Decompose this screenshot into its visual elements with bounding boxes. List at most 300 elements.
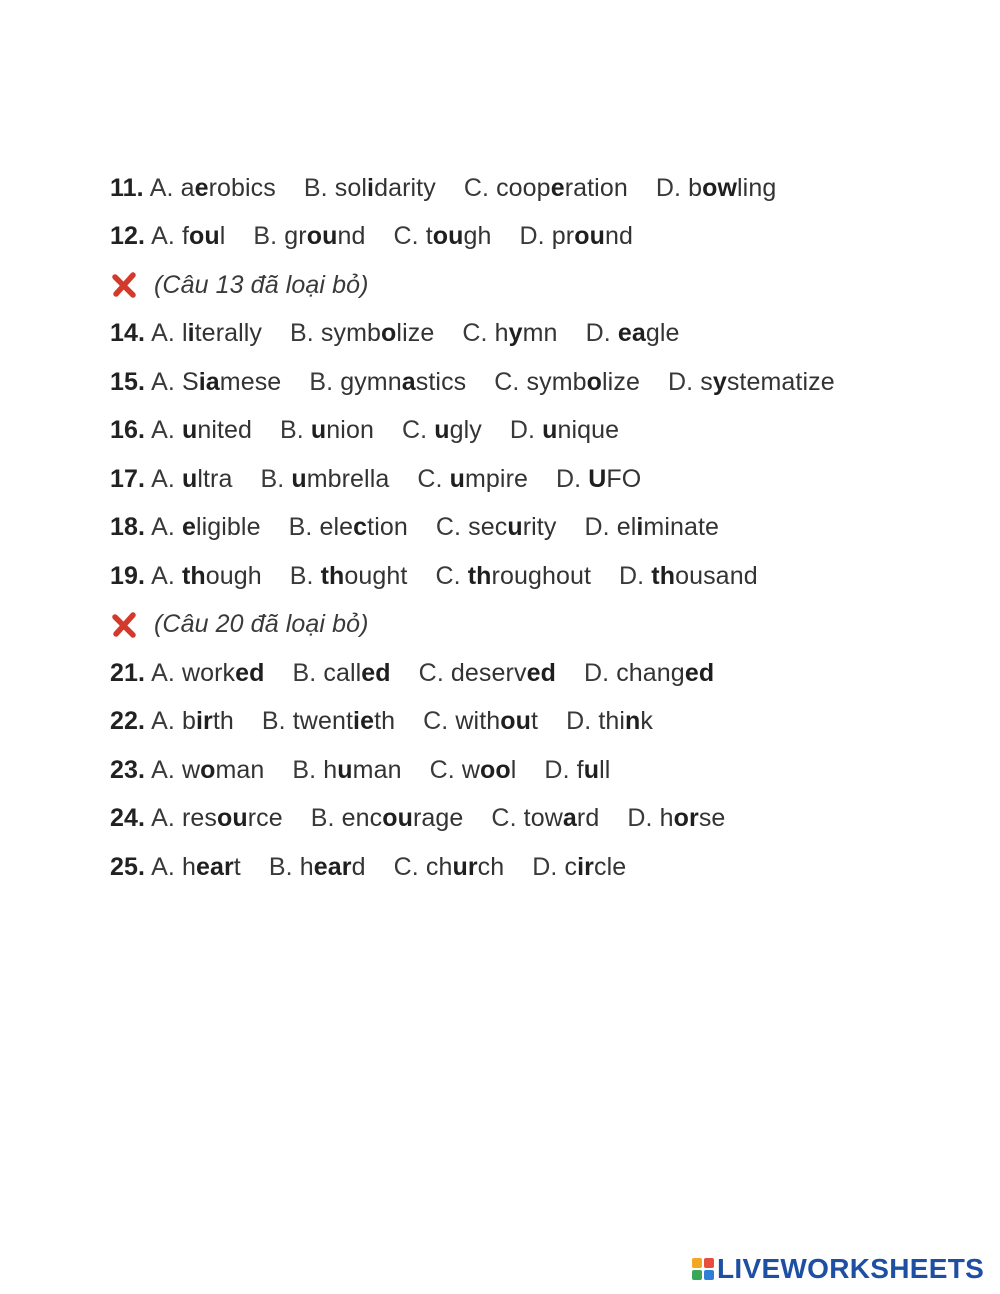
underlined-sound: u	[310, 416, 327, 445]
option-word	[426, 222, 492, 250]
option-letter: A.	[151, 513, 182, 542]
option-letter: A.	[149, 173, 181, 202]
word-part: with	[455, 707, 501, 736]
answer-option	[619, 562, 758, 591]
option-word	[182, 416, 252, 444]
word-part: minate	[643, 513, 720, 542]
underlined-sound: u	[583, 755, 600, 784]
word-part: S	[181, 367, 199, 396]
word-part: tow	[523, 804, 563, 833]
option-word	[182, 659, 265, 687]
option-word	[342, 804, 464, 832]
option-word	[319, 513, 407, 541]
option-word	[542, 416, 619, 444]
underlined-sound: or	[673, 804, 699, 833]
underlined-sound: c	[353, 513, 368, 542]
word-part: robics	[208, 173, 276, 202]
option-letter: B.	[288, 513, 320, 542]
word-part: t	[531, 707, 539, 736]
option-letter: D.	[667, 367, 701, 396]
underlined-sound: o	[586, 367, 603, 396]
option-word	[321, 319, 434, 347]
question-number: 25.	[110, 852, 146, 881]
word-part: rce	[247, 804, 283, 833]
answer-option	[584, 659, 714, 688]
option-letter: C.	[401, 416, 435, 445]
underlined-sound: ou	[500, 707, 532, 736]
word-part: w	[181, 755, 201, 784]
option-letter: B.	[280, 416, 311, 445]
underlined-sound: n	[625, 707, 641, 736]
word-part: t	[233, 852, 241, 881]
answer-option	[491, 804, 599, 833]
answer-option	[151, 756, 264, 785]
option-word	[182, 804, 283, 832]
option-letter: D.	[544, 755, 577, 784]
brand-name: LIVEWORKSHEETS	[717, 1253, 985, 1284]
answer-option	[494, 368, 640, 397]
option-letter: A.	[151, 755, 182, 784]
option-word	[182, 222, 225, 250]
underlined-sound: ur	[452, 852, 478, 881]
option-letter: C.	[491, 804, 524, 833]
underlined-sound: ed	[361, 658, 391, 687]
word-part: pr	[551, 222, 575, 251]
question-number: 14.	[110, 319, 146, 348]
option-word	[182, 853, 241, 881]
word-part: b	[181, 707, 196, 736]
word-part: c	[564, 852, 578, 881]
option-letter: D.	[556, 464, 589, 493]
answer-option	[532, 853, 626, 882]
word-part: roughout	[491, 561, 592, 590]
option-letter: C.	[429, 755, 462, 784]
word-part: gh	[463, 222, 492, 251]
answer-option	[417, 465, 528, 494]
answer-option	[151, 465, 232, 494]
underlined-sound: o	[381, 319, 397, 348]
removed-question-note: (Câu 13 đã loại bỏ)	[154, 270, 369, 299]
question-row	[110, 795, 863, 844]
cross-mark-icon	[110, 270, 140, 300]
answer-option	[290, 562, 408, 591]
word-part: ele	[319, 513, 354, 542]
option-letter: A.	[151, 707, 182, 736]
option-letter: D.	[627, 804, 660, 833]
option-letter: D.	[619, 561, 652, 590]
answer-option	[584, 513, 719, 542]
answer-option	[435, 562, 591, 591]
option-letter: A.	[151, 367, 182, 396]
option-word	[182, 368, 281, 396]
option-letter: A.	[151, 222, 182, 251]
word-part: t	[425, 222, 433, 251]
answer-option	[393, 222, 491, 251]
answer-option	[290, 319, 434, 348]
word-part: se	[698, 804, 726, 833]
option-letter: C.	[435, 513, 469, 542]
word-part: ling	[737, 173, 777, 202]
word-part: lize	[396, 319, 435, 348]
word-part: rity	[522, 513, 557, 542]
word-part: call	[323, 658, 362, 687]
option-word	[577, 756, 611, 784]
answer-option	[151, 853, 241, 882]
option-letter: A.	[151, 416, 182, 445]
underlined-sound: u	[181, 416, 198, 445]
option-letter: C.	[393, 222, 426, 251]
word-part: ch	[425, 852, 453, 881]
answer-option	[544, 756, 610, 785]
option-letter: C.	[462, 319, 495, 348]
option-letter: C.	[435, 561, 468, 590]
answer-option	[151, 319, 262, 348]
word-part: twent	[292, 707, 354, 736]
option-letter: B.	[303, 173, 335, 202]
option-letter: B.	[310, 804, 342, 833]
word-part: l	[510, 755, 517, 784]
underlined-sound: th	[651, 561, 676, 590]
answer-option	[520, 222, 633, 251]
answer-option	[151, 513, 261, 542]
option-word	[434, 416, 482, 444]
answer-option	[151, 222, 225, 251]
answer-option	[566, 707, 653, 736]
option-letter: A.	[151, 561, 182, 590]
option-letter: B.	[253, 222, 285, 251]
option-word	[616, 659, 714, 687]
underlined-sound: ed	[235, 658, 265, 687]
underlined-sound: th	[467, 561, 492, 590]
option-word	[182, 513, 261, 541]
option-word	[468, 562, 591, 590]
liveworksheets-logo	[692, 1252, 984, 1286]
word-part: nd	[604, 222, 633, 251]
word-part: tion	[367, 513, 408, 542]
option-word	[527, 368, 640, 396]
question-row	[110, 407, 863, 456]
underlined-sound: o	[200, 755, 216, 784]
option-letter: C.	[418, 658, 451, 687]
underlined-sound: U	[588, 464, 607, 493]
answer-option	[668, 368, 835, 397]
option-letter: D.	[566, 707, 599, 736]
word-part: mn	[522, 319, 558, 348]
answer-option	[151, 659, 264, 688]
underlined-sound: e	[181, 513, 196, 542]
underlined-sound: u	[449, 464, 465, 493]
underlined-sound: e	[194, 173, 209, 202]
option-letter: B.	[292, 755, 324, 784]
option-word	[323, 756, 401, 784]
word-part: h	[323, 755, 338, 784]
option-word	[311, 416, 374, 444]
word-part: nique	[557, 416, 620, 445]
option-letter: A.	[151, 658, 182, 687]
underlined-sound: e	[550, 173, 565, 202]
option-letter: B.	[292, 658, 324, 687]
answer-option	[464, 174, 628, 203]
word-part: d	[351, 852, 366, 881]
option-letter: B.	[289, 561, 321, 590]
question-number: 21.	[110, 658, 146, 687]
answer-option	[423, 707, 538, 736]
word-part: man	[352, 755, 402, 784]
question-number: 22.	[110, 707, 146, 736]
underlined-sound: ed	[526, 658, 556, 687]
underlined-sound: y	[508, 319, 523, 348]
question-row	[110, 358, 863, 407]
word-part: ll	[599, 755, 611, 784]
word-part: el	[616, 513, 637, 542]
removed-question-row	[110, 261, 863, 310]
word-part: chang	[616, 658, 685, 687]
answer-option	[394, 853, 505, 882]
underlined-sound: ear	[313, 852, 352, 881]
option-letter: D.	[532, 852, 565, 881]
option-letter: B.	[261, 707, 293, 736]
question-number: 24.	[110, 804, 146, 833]
answer-option	[402, 416, 482, 445]
option-word	[293, 707, 395, 735]
question-row	[110, 504, 863, 553]
word-part: nd	[337, 222, 366, 251]
option-word	[291, 465, 389, 493]
answer-option	[151, 804, 283, 833]
option-letter: C.	[393, 852, 426, 881]
word-part: s	[700, 367, 713, 396]
option-letter: B.	[268, 852, 300, 881]
question-row	[110, 213, 863, 262]
underlined-sound: a	[562, 804, 577, 833]
option-word	[496, 174, 628, 202]
word-part: ought	[344, 561, 408, 590]
option-letter: D.	[584, 513, 617, 542]
word-part: h	[181, 852, 196, 881]
underlined-sound: u	[291, 464, 307, 493]
underlined-sound: ir	[577, 852, 594, 881]
word-part: symb	[526, 367, 587, 396]
underlined-sound: i	[636, 513, 644, 542]
question-number: 19.	[110, 561, 146, 590]
option-word	[182, 756, 264, 784]
option-word	[426, 853, 504, 881]
word-part: mese	[219, 367, 282, 396]
word-part: th	[212, 707, 234, 736]
word-part: FO	[606, 464, 642, 493]
option-word	[688, 174, 776, 202]
underlined-sound: u	[181, 464, 198, 493]
option-letter: C.	[494, 367, 527, 396]
option-word	[182, 465, 233, 493]
option-letter: C.	[417, 464, 450, 493]
question-row	[110, 164, 863, 213]
option-letter: D.	[509, 416, 543, 445]
question-number: 18.	[110, 513, 146, 542]
answer-option	[430, 756, 517, 785]
underlined-sound: i	[187, 319, 195, 348]
underlined-sound: ow	[702, 173, 738, 202]
answer-option	[262, 707, 395, 736]
option-word	[335, 174, 436, 202]
word-part: symb	[320, 319, 382, 348]
answer-option	[656, 174, 777, 203]
answer-option	[510, 416, 619, 445]
underlined-sound: ed	[684, 658, 715, 687]
word-part: terally	[194, 319, 263, 348]
option-word	[651, 562, 757, 590]
answer-option	[151, 562, 262, 591]
underlined-sound: ear	[195, 852, 234, 881]
option-letter: D.	[585, 319, 618, 348]
word-part: thi	[598, 707, 626, 736]
word-part: man	[215, 755, 265, 784]
option-letter: A.	[151, 804, 182, 833]
option-letter: B.	[309, 367, 341, 396]
underlined-sound: ou	[432, 222, 464, 251]
answer-option	[269, 853, 366, 882]
underlined-sound: th	[320, 561, 345, 590]
word-part: ration	[564, 173, 628, 202]
word-part: gly	[449, 416, 482, 445]
underlined-sound: u	[434, 416, 450, 445]
word-part: lize	[602, 367, 640, 396]
word-part: a	[180, 173, 195, 202]
underlined-sound: ia	[198, 367, 220, 396]
option-word	[552, 222, 633, 250]
underlined-sound: u	[542, 416, 558, 445]
word-part: nion	[326, 416, 374, 445]
answer-option	[150, 174, 276, 203]
underlined-sound: i	[367, 173, 375, 202]
question-row	[110, 746, 863, 795]
answer-option	[151, 416, 252, 445]
answer-option	[309, 368, 466, 397]
option-word	[300, 853, 366, 881]
option-letter: C.	[463, 173, 497, 202]
option-word	[182, 562, 262, 590]
cross-mark-icon	[110, 610, 140, 640]
word-part: work	[181, 658, 236, 687]
word-part: deserv	[450, 658, 527, 687]
word-part: w	[461, 755, 481, 784]
word-part: sec	[468, 513, 508, 542]
option-word	[468, 513, 556, 541]
option-letter: B.	[290, 319, 321, 348]
word-part: res	[181, 804, 217, 833]
option-letter: D.	[583, 658, 617, 687]
answer-option	[462, 319, 557, 348]
question-number: 12.	[110, 222, 146, 251]
question-row	[110, 552, 863, 601]
word-part: h	[659, 804, 674, 833]
word-part: mpire	[465, 464, 529, 493]
answer-option	[151, 368, 281, 397]
word-part: enc	[341, 804, 383, 833]
option-letter: B.	[260, 464, 292, 493]
answer-option	[289, 513, 408, 542]
answer-option	[280, 416, 374, 445]
option-word	[323, 659, 390, 687]
question-row	[110, 310, 863, 359]
liveworksheets-logo-icon	[692, 1258, 714, 1280]
answer-option	[253, 222, 365, 251]
question-number: 11.	[110, 173, 144, 202]
word-part: sol	[334, 173, 368, 202]
word-part: ch	[477, 852, 505, 881]
word-part: k	[640, 707, 654, 736]
option-letter: A.	[151, 319, 182, 348]
word-part: ough	[205, 561, 262, 590]
answer-option	[304, 174, 436, 203]
option-word	[321, 562, 408, 590]
option-word	[660, 804, 726, 832]
word-part: cle	[594, 852, 627, 881]
option-word	[450, 465, 528, 493]
word-part: gle	[645, 319, 680, 348]
word-part: b	[688, 173, 703, 202]
option-word	[455, 707, 538, 735]
option-letter: D.	[519, 222, 552, 251]
question-number: 17.	[110, 464, 146, 493]
word-part: l	[219, 222, 226, 251]
word-part: ltra	[197, 464, 233, 493]
underlined-sound: ou	[574, 222, 605, 251]
word-part: gymn	[340, 367, 402, 396]
underlined-sound: ir	[195, 707, 213, 736]
underlined-sound: ou	[216, 804, 248, 833]
answer-option	[292, 756, 401, 785]
underlined-sound: ou	[382, 804, 413, 833]
option-word	[617, 513, 719, 541]
option-word	[495, 319, 558, 347]
option-word	[284, 222, 365, 250]
word-part: rage	[412, 804, 464, 833]
answer-option	[586, 319, 680, 348]
word-part: coop	[496, 173, 551, 202]
word-part: mbrella	[306, 464, 390, 493]
answer-option	[627, 804, 725, 833]
underlined-sound: a	[401, 367, 416, 396]
answer-option	[260, 465, 389, 494]
option-word	[618, 319, 680, 347]
underlined-sound: oo	[480, 755, 511, 784]
question-number: 15.	[110, 367, 146, 396]
option-word	[524, 804, 600, 832]
question-list	[110, 164, 863, 892]
question-row	[110, 698, 863, 747]
word-part: ligible	[195, 513, 261, 542]
underlined-sound: th	[181, 561, 206, 590]
underlined-sound: ou	[306, 222, 338, 251]
underlined-sound: u	[507, 513, 523, 542]
word-part: stics	[415, 367, 467, 396]
option-word	[182, 707, 234, 735]
option-letter: A.	[151, 852, 182, 881]
underlined-sound: u	[337, 755, 353, 784]
option-word	[451, 659, 556, 687]
option-word	[700, 368, 835, 396]
word-part: f	[181, 222, 189, 251]
answer-option	[151, 707, 234, 736]
underlined-sound: ou	[188, 222, 220, 251]
question-row	[110, 843, 863, 892]
word-part: rd	[576, 804, 600, 833]
question-number: 16.	[110, 416, 146, 445]
answer-option	[436, 513, 557, 542]
word-part: ousand	[675, 561, 758, 590]
underlined-sound: ie	[353, 707, 375, 736]
